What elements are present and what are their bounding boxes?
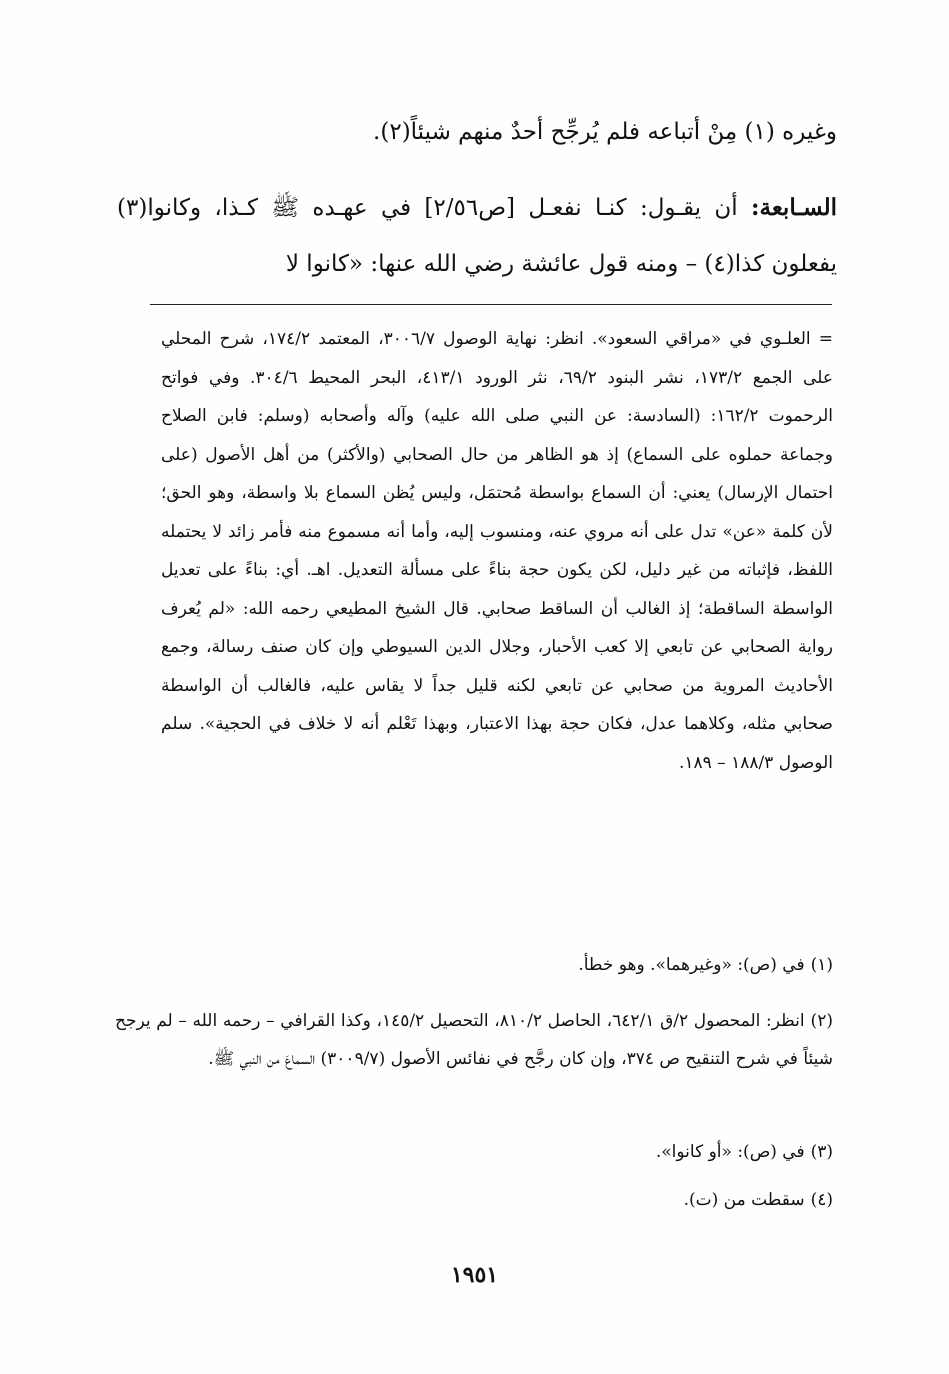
footnote-number: (١) — [810, 955, 833, 975]
footnote-1 — [115, 946, 833, 984]
footnote-3 — [115, 1133, 833, 1171]
footnote-number: (٣) — [810, 1142, 833, 1162]
footnote-4 — [115, 1181, 833, 1219]
footnote-text: سقطت من (ت). — [683, 1190, 805, 1210]
footnote-2 — [115, 1002, 833, 1078]
footnote-continuation: = العلـوي في «مراقي السعود». انظر: نهاية الوصول ٣٠٠٦/٧، المعتمد ١٧٤/٢، شرح المحلي على الجمع ١٧٣/٢، نشر البنود ٦٩/٢، نثر الورود ٤١٣/١، البحر المحيط ٣٠٤/٦. وفي فواتح الرحموت ١٦٢/٢: (السادسة: عن النبي صلى الله عليه) وآله وأصحابه (وسلم: فابن الصلاح وجماعة حملوه على السماع) إذ هو الظاهر من حال الصحابي (والأكثر) من أهل الأصول (على احتمال الإرسال) يعني: أن السماع بواسطة مُحتمَل، وليس يُظن السماع بلا واسطة، وهو الحق؛ لأن كلمة «عن» تدل على أنه مروي عنه، ومنسوب إليه، وأما أنه مسموع منه فأمر زائد لا يحتمله اللفظ، فإثباته من غير دليل، لكن يكون حجة بناءً على مسألة التعديل. اهـ. أي: بناءً على تعديل الواسطة الساقطة؛ إذ الغالب أن الساقط صحابي. قال الشيخ المطيعي رحمه الله: «لم يُعرف رواية الصحابي عن تابعي إلا كعب الأحبار، وجلال الدين السيوطي وإن كان صنف رسالة، وجمع الأحاديث المروية من صحابي عن تابعي لكنه قليل جداً لا يقاس عليه، فالغالب أن الواسطة صحابي مثله، وكلاهما عدل، فكان حجة بهذا الاعتبار، وبهذا تَعْلم أنه لا خلاف في الحجية». سلم الوصول ١٨٨/٣ – ١٨٩. — [161, 329, 833, 773]
footnote-text: في (ص): «وغيرهما». وهو خطأ. — [578, 955, 805, 975]
main-text-paragraph — [117, 180, 837, 292]
paragraph-body: أن يقـول: كنـا نفعـل [ص٢/٥٦] في عهـده ﷺ كـذا، وكانوا(٣) يفعلون كذا(٤) – ومنه قول عائشة رضي الله عنها: «كانوا لا — [117, 195, 837, 277]
footnote-number: (٤) — [810, 1190, 833, 1210]
main-text-line-1: وغيره (١) مِنْ أتباعه فلم يُرجِّح أحدٌ منهم شيئاً(٢). — [373, 119, 837, 145]
footnote-text: في (ص): «أو كانوا». — [655, 1142, 805, 1162]
page-number: ١٩٥١ — [450, 1262, 499, 1288]
footnote-number: (٢) — [810, 1011, 833, 1031]
footnote-text: انظر: المحصول ٢/ق ٦٤٢/١، الحاصل ٨١٠/٢، التحصيل ١٤٥/٢، وكذا القرافي – رحمه الله – لم يرجح شيئاً في شرح التنقيح ص ٣٧٤، وإن كان رجَّح في نفائس الأصول (٣٠٠٩/٧) السماعَ من النبي ﷺ. — [115, 1011, 833, 1069]
footnote-separator — [150, 304, 832, 305]
section-heading: السـابعة: — [751, 194, 837, 221]
